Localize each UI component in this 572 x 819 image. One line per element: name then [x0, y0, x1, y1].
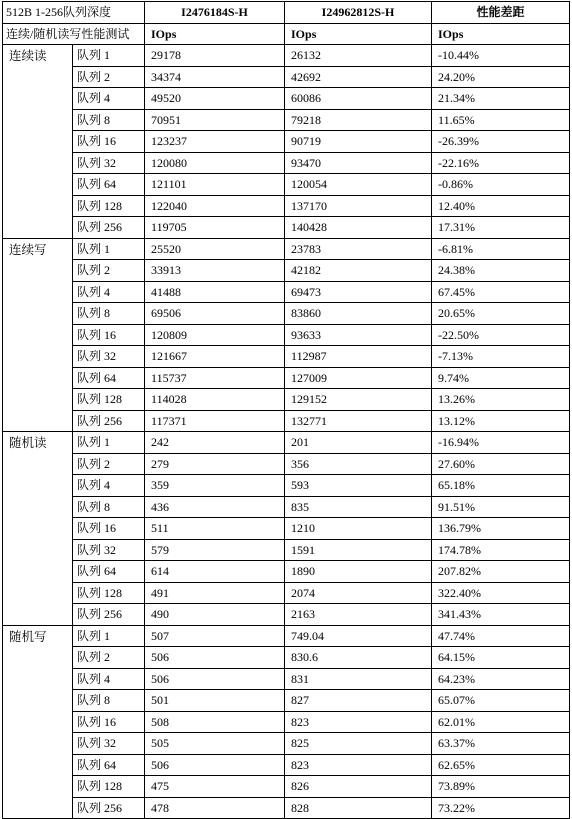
table-row [3, 733, 570, 755]
iops-a-cell: 29178 [145, 45, 285, 67]
table-row [3, 152, 570, 174]
diff-percent-cell: 20.65% [432, 303, 570, 325]
queue-depth-cell: 队列 128 [73, 776, 145, 798]
diff-percent-cell: 9.74% [432, 367, 570, 389]
diff-percent-cell: -0.86% [432, 174, 570, 196]
queue-depth-cell: 队列 128 [73, 389, 145, 411]
iops-b-cell: 60086 [285, 88, 432, 110]
diff-percent-cell: 207.82% [432, 561, 570, 583]
queue-depth-cell: 队列 1 [73, 625, 145, 647]
diff-percent-cell: 13.12% [432, 410, 570, 432]
iops-a-cell: 505 [145, 733, 285, 755]
column-header-a: I2476184S-H [145, 2, 285, 24]
queue-depth-cell: 队列 128 [73, 195, 145, 217]
queue-depth-cell: 队列 64 [73, 754, 145, 776]
table-row [3, 324, 570, 346]
queue-depth-cell: 队列 1 [73, 432, 145, 454]
table-row [3, 539, 570, 561]
diff-percent-cell: 11.65% [432, 109, 570, 131]
header-row [3, 2, 570, 24]
queue-depth-cell: 队列 8 [73, 109, 145, 131]
queue-depth-cell: 队列 2 [73, 66, 145, 88]
iops-a-cell: 579 [145, 539, 285, 561]
queue-depth-cell: 队列 16 [73, 711, 145, 733]
unit-diff: IOps [432, 23, 570, 45]
diff-percent-cell: 67.45% [432, 281, 570, 303]
group-label: 连续写 [3, 238, 73, 432]
queue-depth-cell: 队列 256 [73, 797, 145, 819]
iops-b-cell: 93633 [285, 324, 432, 346]
iops-a-cell: 614 [145, 561, 285, 583]
iops-a-cell: 507 [145, 625, 285, 647]
title-line-1: 512B 1-256队列深度 [3, 2, 145, 24]
iops-a-cell: 119705 [145, 217, 285, 239]
table-row [3, 625, 570, 647]
table-row [3, 303, 570, 325]
table-row [3, 432, 570, 454]
table-row [3, 561, 570, 583]
table-row [3, 389, 570, 411]
iops-b-cell: 826 [285, 776, 432, 798]
iops-a-cell: 279 [145, 453, 285, 475]
queue-depth-cell: 队列 256 [73, 410, 145, 432]
iops-b-cell: 140428 [285, 217, 432, 239]
table-row [3, 647, 570, 669]
iops-a-cell: 242 [145, 432, 285, 454]
iops-a-cell: 69506 [145, 303, 285, 325]
diff-percent-cell: -26.39% [432, 131, 570, 153]
iops-b-cell: 42182 [285, 260, 432, 282]
iops-a-cell: 478 [145, 797, 285, 819]
iops-b-cell: 137170 [285, 195, 432, 217]
table-row [3, 131, 570, 153]
iops-a-cell: 506 [145, 668, 285, 690]
iops-b-cell: 129152 [285, 389, 432, 411]
iops-a-cell: 49520 [145, 88, 285, 110]
table-row [3, 668, 570, 690]
queue-depth-cell: 队列 4 [73, 281, 145, 303]
iops-a-cell: 120080 [145, 152, 285, 174]
diff-percent-cell: 65.18% [432, 475, 570, 497]
unit-b: IOps [285, 23, 432, 45]
table-row [3, 604, 570, 626]
table-row [3, 453, 570, 475]
diff-percent-cell: -10.44% [432, 45, 570, 67]
iops-b-cell: 201 [285, 432, 432, 454]
queue-depth-cell: 队列 64 [73, 561, 145, 583]
iops-b-cell: 69473 [285, 281, 432, 303]
queue-depth-cell: 队列 64 [73, 174, 145, 196]
table-row [3, 217, 570, 239]
column-header-diff: 性能差距 [432, 2, 570, 24]
table-row [3, 281, 570, 303]
table-row [3, 518, 570, 540]
performance-table [2, 1, 570, 819]
queue-depth-cell: 队列 16 [73, 131, 145, 153]
iops-a-cell: 114028 [145, 389, 285, 411]
table-body [3, 2, 570, 819]
table-row [3, 238, 570, 260]
diff-percent-cell: 64.15% [432, 647, 570, 669]
table-row [3, 45, 570, 67]
iops-b-cell: 90719 [285, 131, 432, 153]
table-row [3, 88, 570, 110]
iops-a-cell: 490 [145, 604, 285, 626]
iops-b-cell: 1890 [285, 561, 432, 583]
table-row [3, 109, 570, 131]
table-row [3, 346, 570, 368]
queue-depth-cell: 队列 4 [73, 88, 145, 110]
diff-percent-cell: 322.40% [432, 582, 570, 604]
table-row [3, 776, 570, 798]
table-row [3, 66, 570, 88]
iops-a-cell: 41488 [145, 281, 285, 303]
table-row [3, 475, 570, 497]
iops-b-cell: 831 [285, 668, 432, 690]
diff-percent-cell: 17.31% [432, 217, 570, 239]
group-label: 随机读 [3, 432, 73, 626]
iops-a-cell: 123237 [145, 131, 285, 153]
queue-depth-cell: 队列 8 [73, 690, 145, 712]
queue-depth-cell: 队列 4 [73, 475, 145, 497]
title-line-2: 连续/随机读写性能测试 [3, 23, 145, 45]
queue-depth-cell: 队列 256 [73, 604, 145, 626]
iops-b-cell: 825 [285, 733, 432, 755]
iops-b-cell: 2074 [285, 582, 432, 604]
iops-b-cell: 93470 [285, 152, 432, 174]
diff-percent-cell: 12.40% [432, 195, 570, 217]
iops-a-cell: 33913 [145, 260, 285, 282]
iops-a-cell: 508 [145, 711, 285, 733]
diff-percent-cell: 62.01% [432, 711, 570, 733]
queue-depth-cell: 队列 16 [73, 324, 145, 346]
iops-b-cell: 83860 [285, 303, 432, 325]
diff-percent-cell: 341.43% [432, 604, 570, 626]
queue-depth-cell: 队列 32 [73, 346, 145, 368]
iops-a-cell: 121667 [145, 346, 285, 368]
iops-a-cell: 120809 [145, 324, 285, 346]
iops-a-cell: 511 [145, 518, 285, 540]
iops-b-cell: 42692 [285, 66, 432, 88]
table-row [3, 174, 570, 196]
queue-depth-cell: 队列 32 [73, 539, 145, 561]
iops-a-cell: 34374 [145, 66, 285, 88]
iops-b-cell: 828 [285, 797, 432, 819]
iops-b-cell: 79218 [285, 109, 432, 131]
queue-depth-cell: 队列 16 [73, 518, 145, 540]
iops-a-cell: 117371 [145, 410, 285, 432]
queue-depth-cell: 队列 256 [73, 217, 145, 239]
diff-percent-cell: -6.81% [432, 238, 570, 260]
diff-percent-cell: 24.20% [432, 66, 570, 88]
queue-depth-cell: 队列 64 [73, 367, 145, 389]
iops-b-cell: 830.6 [285, 647, 432, 669]
queue-depth-cell: 队列 8 [73, 303, 145, 325]
diff-percent-cell: 65.07% [432, 690, 570, 712]
queue-depth-cell: 队列 8 [73, 496, 145, 518]
diff-percent-cell: 62.65% [432, 754, 570, 776]
diff-percent-cell: 27.60% [432, 453, 570, 475]
queue-depth-cell: 队列 32 [73, 733, 145, 755]
iops-b-cell: 23783 [285, 238, 432, 260]
diff-percent-cell: 73.89% [432, 776, 570, 798]
diff-percent-cell: -16.94% [432, 432, 570, 454]
iops-b-cell: 1210 [285, 518, 432, 540]
unit-row [3, 23, 570, 45]
table-row [3, 797, 570, 819]
diff-percent-cell: 73.22% [432, 797, 570, 819]
diff-percent-cell: 21.34% [432, 88, 570, 110]
iops-b-cell: 835 [285, 496, 432, 518]
table-row [3, 690, 570, 712]
diff-percent-cell: 64.23% [432, 668, 570, 690]
column-header-b: I24962812S-H [285, 2, 432, 24]
iops-b-cell: 593 [285, 475, 432, 497]
diff-percent-cell: 91.51% [432, 496, 570, 518]
diff-percent-cell: -7.13% [432, 346, 570, 368]
table-row [3, 260, 570, 282]
iops-b-cell: 823 [285, 754, 432, 776]
queue-depth-cell: 队列 32 [73, 152, 145, 174]
iops-b-cell: 127009 [285, 367, 432, 389]
queue-depth-cell: 队列 2 [73, 647, 145, 669]
iops-a-cell: 491 [145, 582, 285, 604]
diff-percent-cell: 136.79% [432, 518, 570, 540]
iops-b-cell: 827 [285, 690, 432, 712]
queue-depth-cell: 队列 128 [73, 582, 145, 604]
iops-a-cell: 506 [145, 754, 285, 776]
queue-depth-cell: 队列 4 [73, 668, 145, 690]
diff-percent-cell: -22.50% [432, 324, 570, 346]
queue-depth-cell: 队列 2 [73, 453, 145, 475]
diff-percent-cell: -22.16% [432, 152, 570, 174]
iops-a-cell: 115737 [145, 367, 285, 389]
table-row [3, 754, 570, 776]
iops-b-cell: 26132 [285, 45, 432, 67]
diff-percent-cell: 13.26% [432, 389, 570, 411]
iops-b-cell: 132771 [285, 410, 432, 432]
table-row [3, 367, 570, 389]
iops-a-cell: 25520 [145, 238, 285, 260]
iops-a-cell: 475 [145, 776, 285, 798]
table-row [3, 195, 570, 217]
diff-percent-cell: 63.37% [432, 733, 570, 755]
iops-a-cell: 436 [145, 496, 285, 518]
iops-a-cell: 359 [145, 475, 285, 497]
table-row [3, 711, 570, 733]
iops-b-cell: 120054 [285, 174, 432, 196]
iops-b-cell: 356 [285, 453, 432, 475]
table-row [3, 582, 570, 604]
queue-depth-cell: 队列 1 [73, 238, 145, 260]
group-label: 随机写 [3, 625, 73, 819]
diff-percent-cell: 174.78% [432, 539, 570, 561]
table-row [3, 410, 570, 432]
group-label: 连续读 [3, 45, 73, 239]
table-row [3, 496, 570, 518]
iops-a-cell: 121101 [145, 174, 285, 196]
iops-a-cell: 506 [145, 647, 285, 669]
iops-b-cell: 112987 [285, 346, 432, 368]
queue-depth-cell: 队列 1 [73, 45, 145, 67]
unit-a: IOps [145, 23, 285, 45]
iops-b-cell: 749.04 [285, 625, 432, 647]
iops-a-cell: 70951 [145, 109, 285, 131]
iops-a-cell: 501 [145, 690, 285, 712]
diff-percent-cell: 24.38% [432, 260, 570, 282]
iops-b-cell: 823 [285, 711, 432, 733]
iops-b-cell: 2163 [285, 604, 432, 626]
diff-percent-cell: 47.74% [432, 625, 570, 647]
iops-b-cell: 1591 [285, 539, 432, 561]
queue-depth-cell: 队列 2 [73, 260, 145, 282]
iops-a-cell: 122040 [145, 195, 285, 217]
